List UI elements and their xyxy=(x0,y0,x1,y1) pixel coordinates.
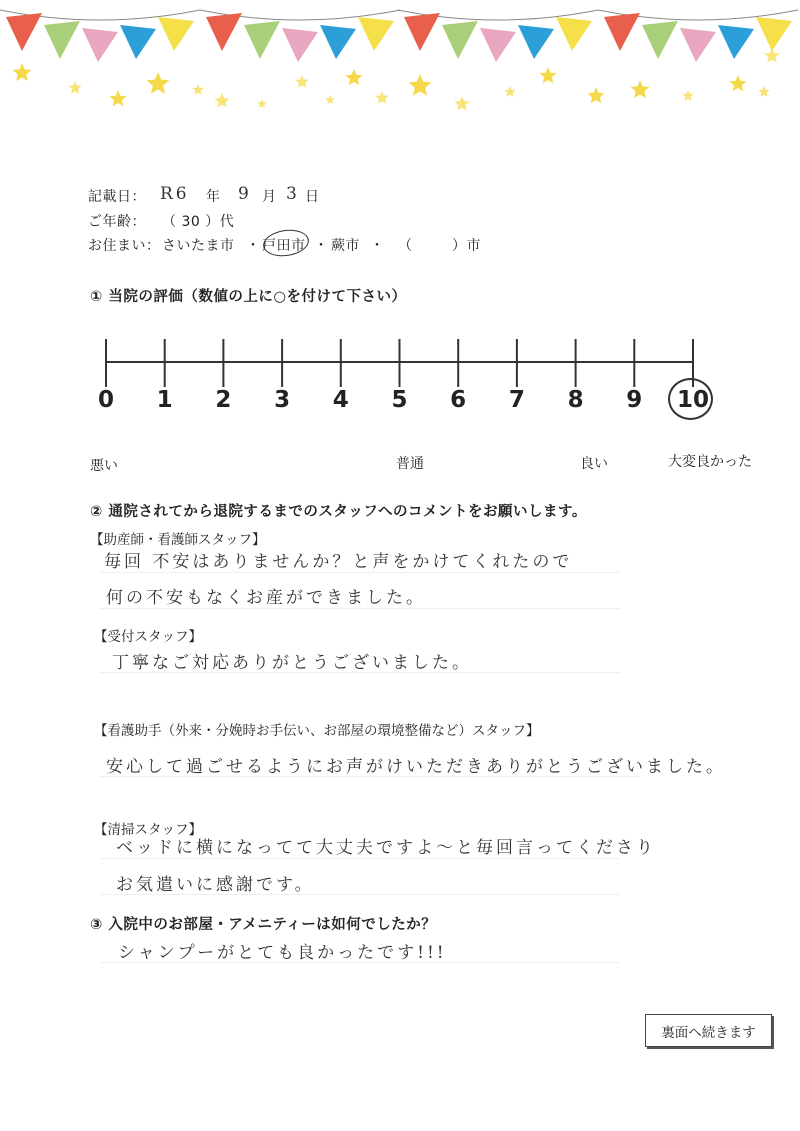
bunting-flag xyxy=(756,17,792,51)
rating-tick-label: 0 xyxy=(97,387,115,413)
amenity-comment: シャンプーがとても良かったです!!! xyxy=(118,943,447,963)
midwife-staff-label: 【助産師・看護師スタッフ】 xyxy=(90,532,266,548)
rating-tick-label: 6 xyxy=(450,387,467,413)
rating-tick-label: 5 xyxy=(391,387,408,413)
age-value: （ 30 ）代 xyxy=(162,214,235,230)
continue-on-back-box xyxy=(645,1014,772,1047)
scale-label-normal: 普通 xyxy=(396,456,424,472)
residence-option-saitama: さいたま市 xyxy=(162,238,235,254)
star-icon xyxy=(295,75,308,88)
star-icon xyxy=(409,74,432,96)
bunting-banner xyxy=(0,0,800,130)
bunting-flag xyxy=(404,13,440,51)
record-date-day: 3 xyxy=(286,184,300,204)
record-date-label: 記載日： xyxy=(88,189,146,205)
rating-tick-label: 4 xyxy=(332,387,349,413)
section3-title: ③ 入院中のお部屋・アメニティーは如何でしたか？ xyxy=(90,917,437,933)
star-icon xyxy=(68,81,81,94)
rating-tick-label: 10 xyxy=(676,387,710,413)
residence-option-warabi: 蕨市 xyxy=(331,238,360,254)
rating-scale-line xyxy=(90,325,720,395)
star-icon xyxy=(758,86,769,97)
bunting-flags xyxy=(0,10,798,62)
bunting-flag xyxy=(82,28,118,62)
rating-tick-label: 9 xyxy=(626,387,643,413)
bunting-flag xyxy=(442,21,478,59)
record-date-month: 9 xyxy=(238,184,252,204)
record-date-day-suffix: 日 xyxy=(305,189,320,205)
star-icon xyxy=(109,90,126,106)
star-icon xyxy=(729,75,746,91)
rating-tick-label: 8 xyxy=(567,387,584,413)
cleaning-comment-line1: ベッドに横になってて大丈夫ですよ〜と毎回言ってくださり xyxy=(116,838,656,858)
residence-separator: ・ xyxy=(314,238,329,254)
bunting-flag xyxy=(158,17,194,51)
star-icon xyxy=(682,90,693,101)
bunting-flag xyxy=(206,13,242,51)
star-icon xyxy=(375,91,388,104)
bunting-flag xyxy=(6,13,42,51)
rating-tick-label: 2 xyxy=(215,387,232,413)
bunting-flag xyxy=(718,25,754,59)
bunting-flag xyxy=(358,17,394,51)
age-label: ご年齢： xyxy=(88,214,146,230)
cleaning-staff-label: 【清掃スタッフ】 xyxy=(94,822,202,838)
rating-tick-label: 3 xyxy=(274,387,291,413)
rating-tick-label: 7 xyxy=(508,387,525,413)
residence-separator: ・ xyxy=(246,238,261,254)
star-icon xyxy=(325,95,335,104)
section1-title: ① 当院の評価（数値の上に○を付けて下さい） xyxy=(90,289,407,305)
star-icon xyxy=(192,84,203,95)
bunting-flag xyxy=(518,25,554,59)
record-date-era: R6 xyxy=(160,184,190,204)
bunting-flag xyxy=(556,17,592,51)
rating-tick-label: 1 xyxy=(156,387,173,413)
bunting-flag xyxy=(320,25,356,59)
rating-scale xyxy=(90,325,720,435)
scale-label-bad: 悪い xyxy=(90,458,118,474)
star-icon xyxy=(214,93,229,108)
star-icon xyxy=(587,87,604,103)
star-icon xyxy=(764,48,779,63)
scale-label-good: 良い xyxy=(580,456,608,472)
residence-separator: ・ xyxy=(370,238,385,254)
star-icon xyxy=(13,63,32,81)
residence-option-toda: 戸田市 xyxy=(262,238,306,254)
bunting-flag xyxy=(120,25,156,59)
bunting-flag xyxy=(680,28,716,62)
star-icon xyxy=(147,72,170,94)
bunting-flag xyxy=(604,13,640,51)
star-icon xyxy=(631,80,650,98)
record-date-year-suffix: 年 xyxy=(206,189,221,205)
reception-staff-label: 【受付スタッフ】 xyxy=(94,629,202,645)
bunting-flag xyxy=(44,21,80,59)
rating-selected-circle xyxy=(668,378,713,420)
record-date-month-suffix: 月 xyxy=(262,189,277,205)
star-icon xyxy=(454,96,469,111)
scale-label-very-good: 大変良かった xyxy=(668,454,752,470)
residence-other-close: ）市 xyxy=(452,238,481,254)
residence-label: お住まい： xyxy=(88,238,161,254)
cleaning-comment-line2: お気遣いに感謝です。 xyxy=(116,875,315,895)
bunting-flag xyxy=(642,21,678,59)
midwife-comment-line1: 毎回 不安はありませんか？と声をかけてくれたので xyxy=(104,552,573,572)
continue-on-back-label: 裏面へ続きます xyxy=(661,1024,756,1041)
bunting-flag xyxy=(244,21,280,59)
assistant-comment: 安心して過ごせるようにお声がけいただきありがとうございました。 xyxy=(106,757,726,777)
midwife-comment-line2: 何の不安もなくお産ができました。 xyxy=(106,588,426,608)
star-decorations xyxy=(13,48,780,111)
bunting-flag xyxy=(480,28,516,62)
star-icon xyxy=(345,69,362,85)
star-icon xyxy=(539,67,556,83)
bunting-flag xyxy=(282,28,318,62)
assistant-staff-label: 【看護助手（外来・分娩時お手伝い、お部屋の環境整備など）スタッフ】 xyxy=(94,723,540,739)
reception-comment: 丁寧なご対応ありがとうございました。 xyxy=(112,653,472,673)
star-icon xyxy=(504,86,515,97)
star-icon xyxy=(257,99,267,108)
section2-title: ② 通院されてから退院するまでのスタッフへのコメントをお願いします。 xyxy=(90,504,587,520)
residence-other-open: （ xyxy=(398,238,413,254)
